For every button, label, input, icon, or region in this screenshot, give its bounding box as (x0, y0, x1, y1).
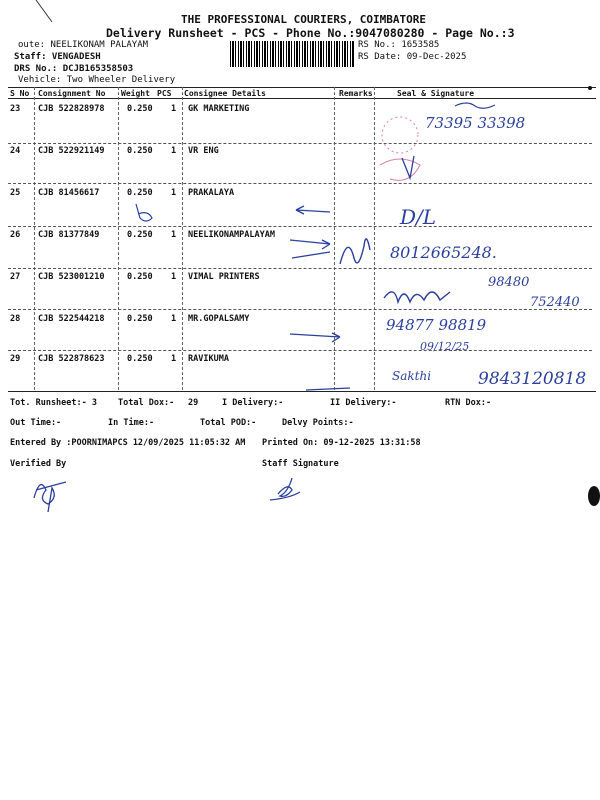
col-header-weight: Weight (121, 89, 150, 98)
handwritten-phone-26: 8012665248. (390, 243, 497, 262)
row-sno: 24 (10, 146, 21, 156)
col-header-seal: Seal & Signature (397, 89, 475, 98)
row-separator (8, 350, 592, 351)
arrow-mark (296, 206, 330, 214)
row-weight: 0.250 (127, 188, 153, 198)
pen-mark (136, 204, 152, 221)
rs-date: RS Date: 09-Dec-2025 (358, 52, 467, 62)
row-pcs: 1 (171, 272, 177, 282)
col-divider (34, 87, 35, 390)
row-consignment: CJB 522828978 (38, 104, 105, 114)
staff-signature-label: Staff Signature (262, 459, 339, 469)
handwritten-phone-28: 94877 98819 (386, 316, 487, 334)
row-weight: 0.250 (127, 272, 153, 282)
row-consignee: PRAKALAYA (188, 188, 235, 198)
table-header-rule (8, 98, 596, 99)
tot-runsheet: Tot. Runsheet:- 3 (10, 398, 97, 408)
row-consignment: CJB 522921149 (38, 146, 105, 156)
arrow-mark (306, 388, 350, 390)
col-divider (334, 87, 335, 390)
handwritten-phone-27b: 752440 (530, 295, 580, 310)
printed-on: Printed On: 09-12-2025 13:31:58 (262, 438, 421, 448)
col-header-sno: S No (10, 89, 30, 98)
total-dox-value: 29 (188, 398, 199, 408)
document-subtitle: Delivery Runsheet - PCS - Phone No.:9047080280 - Page No.:3 (106, 26, 515, 40)
row-sno: 23 (10, 104, 21, 114)
stamp-mark (380, 117, 420, 180)
col-header-consignee: Consignee Details (184, 89, 266, 98)
handwritten-phone-23: 73395 33398 (425, 114, 526, 132)
row-weight: 0.250 (127, 146, 153, 156)
col-divider (118, 87, 119, 390)
total-dox-label: Total Dox:- (118, 398, 175, 408)
i-delivery: I Delivery:- (222, 398, 284, 408)
row-pcs: 1 (171, 314, 177, 324)
in-time: In Time:- (108, 418, 155, 428)
row-consignee: NEELIKONAMPALAYAM (188, 230, 275, 240)
signature-scribble (340, 239, 370, 264)
row-consignment: CJB 523001210 (38, 272, 105, 282)
row-consignee: MR.GOPALSAMY (188, 314, 250, 324)
row-weight: 0.250 (127, 230, 153, 240)
delvy-points: Delvy Points:- (282, 418, 354, 428)
ii-delivery: II Delivery:- (330, 398, 397, 408)
row-sno: 27 (10, 272, 21, 282)
document-title: THE PROFESSIONAL COURIERS, COIMBATORE (181, 13, 427, 26)
row-separator (8, 226, 592, 227)
row-consignee: RAVIKUMA (188, 354, 229, 364)
row-weight: 0.250 (127, 354, 153, 364)
row-separator (8, 183, 592, 184)
row-separator (8, 309, 592, 310)
barcode (230, 41, 355, 67)
row-consignment: CJB 522878623 (38, 354, 105, 364)
row-pcs: 1 (171, 188, 177, 198)
table-top-rule (8, 87, 596, 88)
rtn-dox: RTN Dox:- (445, 398, 492, 408)
scan-mark (36, 0, 52, 22)
signature-scribble (384, 292, 450, 302)
staff-label: Staff: VENGADESH (14, 52, 101, 62)
row-separator (8, 268, 592, 269)
signature-scribble (455, 103, 495, 108)
signature-scribble (402, 156, 414, 178)
row-pcs: 1 (171, 104, 177, 114)
rs-number: RS No.: 1653585 (358, 40, 440, 50)
staff-signature (270, 478, 300, 500)
arrow-mark (292, 252, 330, 258)
col-header-pcs: PCS (157, 89, 172, 98)
row-separator (8, 143, 592, 144)
handwritten-phone-29: 9843120818 (478, 369, 587, 389)
row-sno: 29 (10, 354, 21, 364)
row-consignee: VR ENG (188, 146, 219, 156)
total-pod: Total POD:- (200, 418, 257, 428)
handwritten-name-29: Sakthi (392, 369, 432, 383)
arrow-mark (290, 333, 340, 342)
route-label: oute: NEELIKONAM PALAYAM (18, 40, 149, 50)
row-consignment: CJB 81377849 (38, 230, 100, 240)
row-sno: 25 (10, 188, 21, 198)
table-bottom-rule (8, 391, 596, 392)
row-pcs: 1 (171, 230, 177, 240)
handwritten-dl: D/L (400, 205, 437, 229)
col-header-remarks: Remarks (339, 89, 373, 98)
row-sno: 26 (10, 230, 21, 240)
row-weight: 0.250 (127, 104, 153, 114)
row-sno: 28 (10, 314, 21, 324)
col-header-consignment: Consignment No (38, 89, 106, 98)
scan-mark (588, 486, 600, 506)
vehicle-label: Vehicle: Two Wheeler Delivery (18, 75, 176, 85)
row-pcs: 1 (171, 354, 177, 364)
row-consignment: CJB 81456617 (38, 188, 100, 198)
col-divider (182, 87, 183, 390)
out-time: Out Time:- (10, 418, 62, 428)
row-consignee: GK MARKETING (188, 104, 250, 114)
row-consignment: CJB 522544218 (38, 314, 105, 324)
arrow-mark (290, 240, 330, 249)
row-weight: 0.250 (127, 314, 153, 324)
drs-number: DRS No.: DCJB165358503 (14, 64, 134, 74)
col-divider (374, 87, 375, 390)
verified-by: Verified By (10, 459, 67, 469)
handwritten-date-28: 09/12/25 (420, 340, 470, 353)
row-consignee: VIMAL PRINTERS (188, 272, 260, 282)
row-pcs: 1 (171, 146, 177, 156)
handwritten-phone-27a: 98480 (488, 275, 530, 290)
entered-by: Entered By :POORNIMAPCS 12/09/2025 11:05:32 AM (10, 438, 246, 448)
verified-signature (34, 482, 66, 512)
